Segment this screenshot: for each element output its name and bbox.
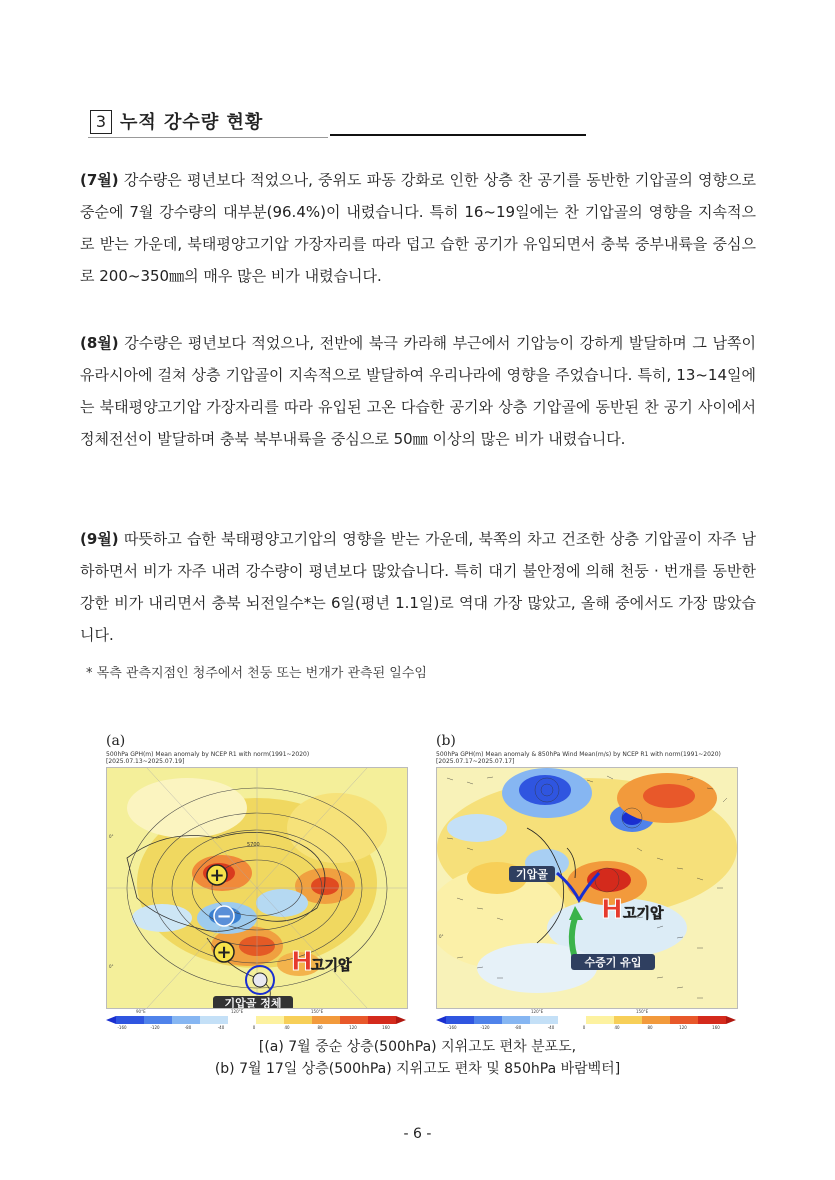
colorbar-tick: -80 (514, 1025, 522, 1030)
colorbar-tick: -40 (547, 1025, 555, 1030)
figure-b-lon-axis (436, 1009, 736, 1015)
colorbar-tick: 160 (712, 1025, 720, 1030)
footnote: * 목측 관측지점인 청주에서 천둥 또는 번개가 관측된 일수임 (86, 666, 427, 681)
anomaly-map-a (107, 768, 407, 1008)
colorbar-tick: 120 (349, 1025, 357, 1030)
lon-label: 90°E (136, 1009, 146, 1014)
colorbar-tick: -160 (447, 1025, 457, 1030)
paragraph-september (80, 523, 756, 651)
paragraph-lead: (8월) (80, 334, 119, 352)
lat-label: 0° (109, 964, 114, 969)
figure-b-header-period: [2025.07.17~2025.07.17] (436, 758, 515, 765)
lat-label: 0° (109, 834, 114, 839)
lon-label: 120°E (231, 1009, 244, 1014)
colorbar-tick: 0 (582, 1025, 586, 1030)
figure-a-header-period: [2025.07.13~2025.07.19] (106, 758, 185, 765)
contour-label: 5700 (247, 842, 260, 848)
figure-b-map (436, 767, 738, 1009)
paragraph-text: 강수량은 평년보다 적었으나, 중위도 파동 강화로 인한 상층 찬 공기를 동반한 기압골의 영향으로 중순에 7월 강수량의 대부분(96.4%)이 내렸습니다. 특히 16~19일에는 찬 기압골의 영향을 지속적으로 받는 가운데, 북태평양고기압 가장자리를 따라 덥고 습한 공기가 유입되면서 충북 중부내륙을 중심으로 200~350㎜의 매우 많은 비가 내렸습니다. (80, 171, 756, 285)
trough-stationary-label: 기압골 정체 (224, 997, 282, 1008)
colorbar-tick: 80 (317, 1025, 323, 1030)
colorbar-tick: -80 (184, 1025, 192, 1030)
figure-b-label: (b) (436, 733, 456, 749)
heading-underline-thin (88, 137, 328, 138)
colorbar-tick: -120 (480, 1025, 490, 1030)
colorbar-tick: 160 (382, 1025, 390, 1030)
section-heading (88, 106, 588, 140)
page-number: - 6 - (403, 1126, 432, 1142)
figure-caption (0, 1036, 835, 1080)
paragraph-august (80, 327, 756, 455)
plus-sign: + (209, 865, 225, 886)
figure-b (436, 733, 738, 1034)
high-pressure-label: 고기압 (623, 906, 664, 922)
paragraph-july (80, 164, 756, 292)
colorbar-tick: -160 (117, 1025, 127, 1030)
heading-underline-thick (330, 134, 586, 136)
lat-label: 0° (439, 934, 444, 939)
paragraph-lead: (9월) (80, 530, 119, 548)
lon-label: 150°E (311, 1009, 324, 1014)
lon-label: 150°E (636, 1009, 649, 1014)
colorbar-tick: -120 (150, 1025, 160, 1030)
caption-line-2: (b) 7월 17일 상층(500hPa) 지위고도 편차 및 850hPa 바람벡터] (214, 1061, 621, 1077)
plus-sign: + (216, 942, 232, 963)
colorbar-tick: 40 (284, 1025, 290, 1030)
section-title: 누적 강수량 현황 (120, 112, 264, 133)
colorbar-tick: -40 (217, 1025, 225, 1030)
high-pressure-label: 고기압 (311, 958, 352, 974)
figure-a-label: (a) (106, 733, 126, 749)
paragraph-lead: (7월) (80, 171, 119, 189)
paragraph-text: 강수량은 평년보다 적었으나, 전반에 북극 카라해 부근에서 기압능이 강하게 발달하며 그 남쪽이 유라시아에 걸쳐 상층 기압골이 지속적으로 발달하여 우리나라에 영향을 주었습니다. 특히, 13~14일에는 북태평양고기압 가장자리를 따라 유입된 고온 다습한 공기와 상층 기압골에 동반된 찬 공기 사이에서 정체전선이 발달하며 충북 북부내륙을 중심으로 50㎜ 이상의 많은 비가 내렸습니다. (80, 334, 756, 448)
lon-label: 120°E (531, 1009, 544, 1014)
figure-b-header-title: 500hPa GPH(m) Mean anomaly & 850hPa Wind Mean(m/s) by NCEP R1 with norm(1991~2020) (436, 751, 721, 758)
figure-b-header (436, 751, 738, 765)
figure-a-map (106, 767, 408, 1009)
trough-label: 기압골 (516, 868, 548, 881)
moisture-inflow-label: 수증기 유입 (584, 956, 642, 969)
figure-a-header (106, 751, 408, 765)
paragraph-text: 따뜻하고 습한 북태평양고기압의 영향을 받는 가운데, 북쪽의 차고 건조한 상층 기압골이 자주 남하하면서 비가 자주 내려 강수량이 평년보다 많았습니다. 특히 대기 불안정에 의해 천둥 · 번개를 동반한 강한 비가 내리면서 충북 뇌전일수*는 6일(평년 1.1일)로 역대 가장 많았고, 올해 중에서도 가장 많았습니다. (80, 530, 756, 644)
colorbar-tick: 120 (679, 1025, 687, 1030)
colorbar-tick: 40 (614, 1025, 620, 1030)
colorbar-b (436, 1016, 736, 1030)
caption-line-1: [(a) 7월 중순 상층(500hPa) 지위고도 편차 분포도, (258, 1039, 577, 1055)
minus-sign: − (216, 906, 232, 927)
high-pressure-letter: H (601, 895, 623, 925)
colorbar-tick: 80 (647, 1025, 653, 1030)
figure-a (106, 733, 408, 1034)
section-number: 3 (90, 110, 112, 134)
high-pressure-letter: H (291, 947, 313, 977)
anomaly-map-b (437, 768, 737, 1008)
figure-a-lon-axis (106, 1009, 406, 1015)
figure-a-header-title: 500hPa GPH(m) Mean anomaly by NCEP R1 with norm(1991~2020) (106, 751, 310, 758)
colorbar-a (106, 1016, 406, 1030)
colorbar-tick: 0 (252, 1025, 256, 1030)
